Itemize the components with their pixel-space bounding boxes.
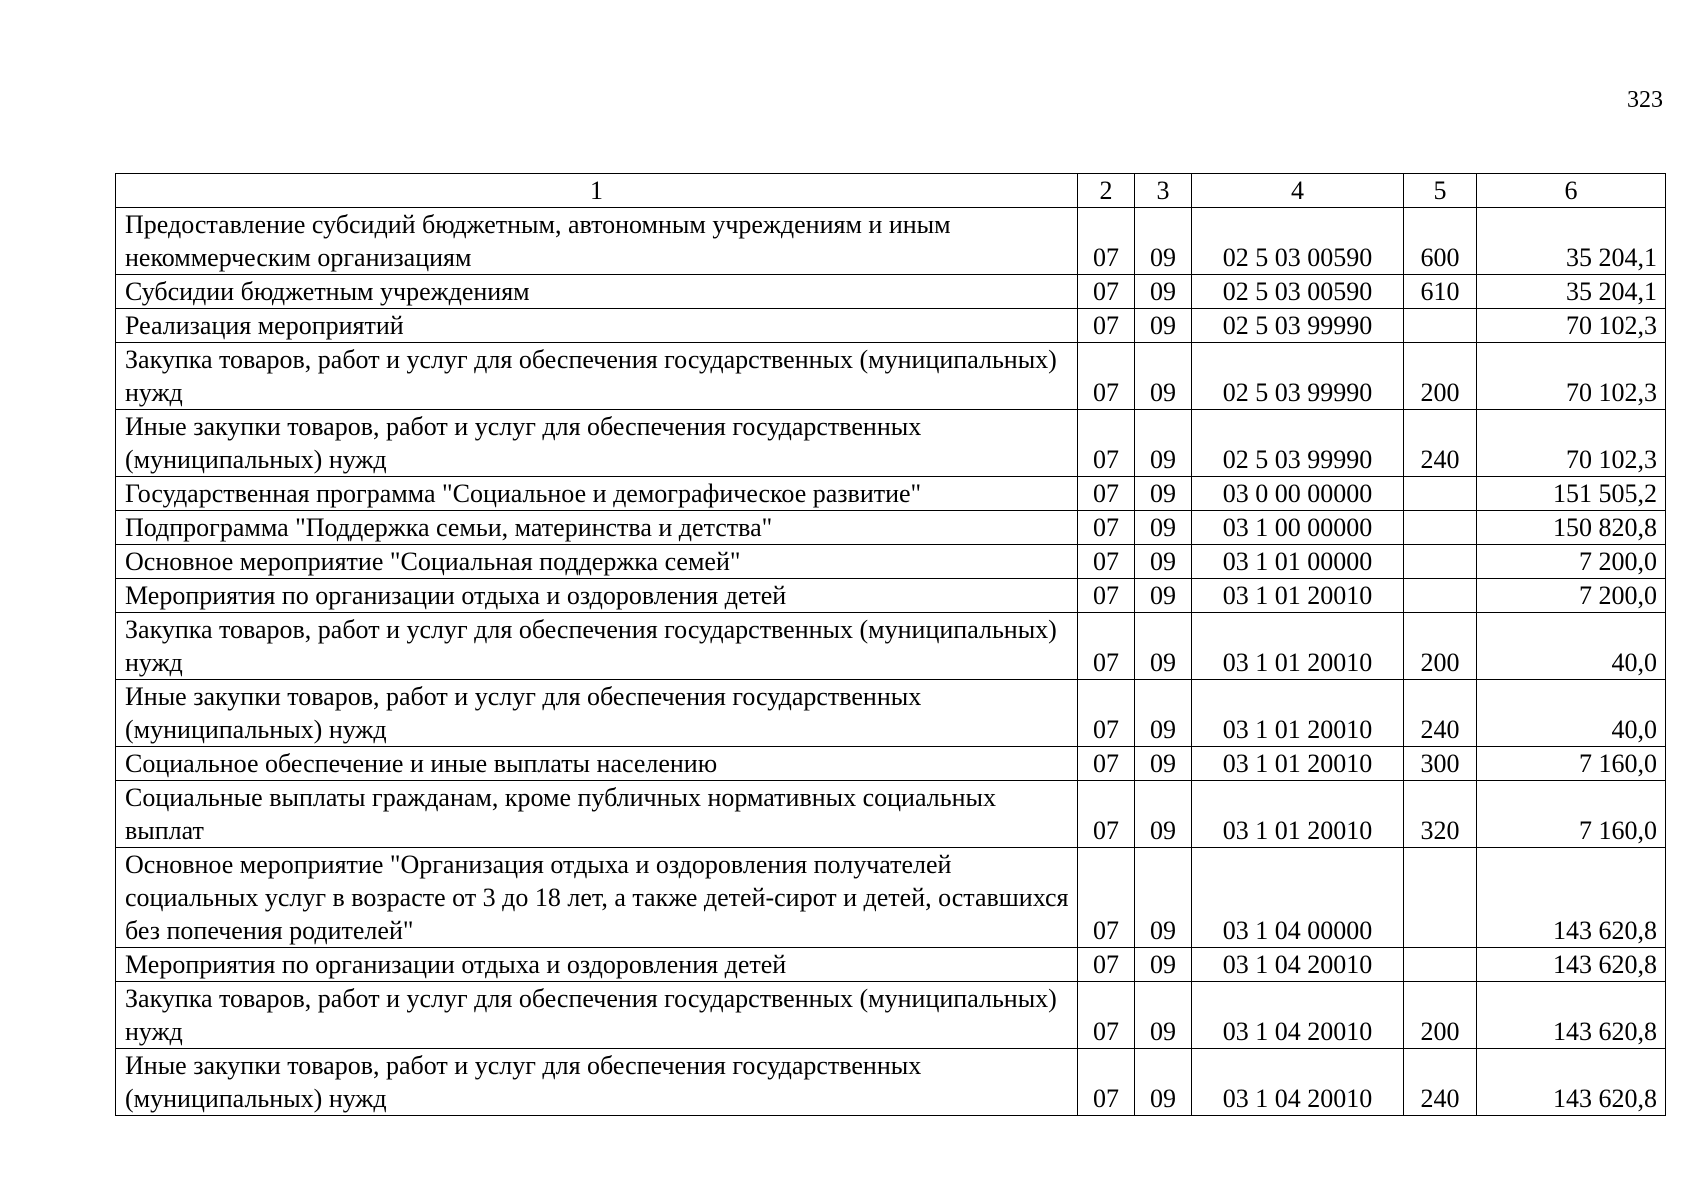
row-target-article-cell: 03 1 01 20010 xyxy=(1192,747,1404,781)
row-section-cell: 07 xyxy=(1078,545,1135,579)
row-subsection-cell: 09 xyxy=(1135,579,1192,613)
header-col-4: 4 xyxy=(1192,174,1404,208)
row-expense-type-cell: 200 xyxy=(1404,982,1477,1049)
table-row xyxy=(116,948,1666,982)
row-expense-type-cell: 200 xyxy=(1404,343,1477,410)
row-amount-cell: 143 620,8 xyxy=(1477,1049,1666,1116)
row-subsection-cell: 09 xyxy=(1135,545,1192,579)
row-target-article-cell: 03 1 00 00000 xyxy=(1192,511,1404,545)
row-name-cell: Основное мероприятие "Организация отдыха и оздоровления получателей социальных услуг в возрасте от 3 до 18 лет, а также детей-сирот и детей, оставшихся без попечения родителей" xyxy=(116,848,1078,948)
row-expense-type-cell: 610 xyxy=(1404,275,1477,309)
row-name-cell: Закупка товаров, работ и услуг для обеспечения государственных (муниципальных) нужд xyxy=(116,343,1078,410)
table-row xyxy=(116,747,1666,781)
row-section-cell: 07 xyxy=(1078,208,1135,275)
row-target-article-cell: 03 1 04 20010 xyxy=(1192,1049,1404,1116)
row-amount-cell: 70 102,3 xyxy=(1477,343,1666,410)
row-section-cell: 07 xyxy=(1078,680,1135,747)
row-expense-type-cell xyxy=(1404,309,1477,343)
table-row xyxy=(116,1049,1666,1116)
row-section-cell: 07 xyxy=(1078,613,1135,680)
row-name-cell: Мероприятия по организации отдыха и оздоровления детей xyxy=(116,948,1078,982)
header-col-6: 6 xyxy=(1477,174,1666,208)
row-expense-type-cell: 200 xyxy=(1404,613,1477,680)
table-row xyxy=(116,410,1666,477)
row-name-cell: Иные закупки товаров, работ и услуг для обеспечения государственных (муниципальных) нужд xyxy=(116,680,1078,747)
row-expense-type-cell: 600 xyxy=(1404,208,1477,275)
row-expense-type-cell: 300 xyxy=(1404,747,1477,781)
row-target-article-cell: 03 1 04 00000 xyxy=(1192,848,1404,948)
table-row xyxy=(116,613,1666,680)
row-amount-cell: 35 204,1 xyxy=(1477,275,1666,309)
header-col-3: 3 xyxy=(1135,174,1192,208)
row-target-article-cell: 02 5 03 00590 xyxy=(1192,275,1404,309)
row-target-article-cell: 02 5 03 00590 xyxy=(1192,208,1404,275)
row-name-cell: Закупка товаров, работ и услуг для обеспечения государственных (муниципальных) нужд xyxy=(116,982,1078,1049)
row-target-article-cell: 03 1 01 20010 xyxy=(1192,579,1404,613)
table-header-row xyxy=(116,174,1666,208)
table-row xyxy=(116,545,1666,579)
header-col-2: 2 xyxy=(1078,174,1135,208)
row-amount-cell: 40,0 xyxy=(1477,613,1666,680)
row-target-article-cell: 03 1 04 20010 xyxy=(1192,982,1404,1049)
row-expense-type-cell xyxy=(1404,545,1477,579)
budget-table xyxy=(115,173,1666,1116)
row-target-article-cell: 03 1 01 20010 xyxy=(1192,680,1404,747)
row-section-cell: 07 xyxy=(1078,309,1135,343)
row-expense-type-cell: 240 xyxy=(1404,410,1477,477)
row-target-article-cell: 03 1 01 20010 xyxy=(1192,781,1404,848)
row-name-cell: Социальное обеспечение и иные выплаты населению xyxy=(116,747,1078,781)
row-amount-cell: 35 204,1 xyxy=(1477,208,1666,275)
table-row xyxy=(116,477,1666,511)
row-name-cell: Основное мероприятие "Социальная поддержка семей" xyxy=(116,545,1078,579)
row-amount-cell: 7 200,0 xyxy=(1477,579,1666,613)
table-row xyxy=(116,680,1666,747)
table-row xyxy=(116,511,1666,545)
row-section-cell: 07 xyxy=(1078,511,1135,545)
row-amount-cell: 7 200,0 xyxy=(1477,545,1666,579)
row-section-cell: 07 xyxy=(1078,781,1135,848)
table-row xyxy=(116,275,1666,309)
row-section-cell: 07 xyxy=(1078,1049,1135,1116)
row-subsection-cell: 09 xyxy=(1135,848,1192,948)
table-row xyxy=(116,343,1666,410)
row-name-cell: Государственная программа "Социальное и демографическое развитие" xyxy=(116,477,1078,511)
row-subsection-cell: 09 xyxy=(1135,747,1192,781)
row-subsection-cell: 09 xyxy=(1135,477,1192,511)
table-body xyxy=(116,208,1666,1116)
row-expense-type-cell: 240 xyxy=(1404,680,1477,747)
row-target-article-cell: 03 1 04 20010 xyxy=(1192,948,1404,982)
row-expense-type-cell: 240 xyxy=(1404,1049,1477,1116)
row-subsection-cell: 09 xyxy=(1135,343,1192,410)
row-subsection-cell: 09 xyxy=(1135,410,1192,477)
row-expense-type-cell: 320 xyxy=(1404,781,1477,848)
row-amount-cell: 143 620,8 xyxy=(1477,948,1666,982)
row-name-cell: Иные закупки товаров, работ и услуг для обеспечения государственных (муниципальных) нужд xyxy=(116,410,1078,477)
row-amount-cell: 151 505,2 xyxy=(1477,477,1666,511)
row-target-article-cell: 03 1 01 20010 xyxy=(1192,613,1404,680)
row-section-cell: 07 xyxy=(1078,477,1135,511)
row-expense-type-cell xyxy=(1404,948,1477,982)
row-subsection-cell: 09 xyxy=(1135,275,1192,309)
row-name-cell: Реализация мероприятий xyxy=(116,309,1078,343)
row-subsection-cell: 09 xyxy=(1135,948,1192,982)
row-name-cell: Подпрограмма "Поддержка семьи, материнства и детства" xyxy=(116,511,1078,545)
row-amount-cell: 7 160,0 xyxy=(1477,781,1666,848)
row-name-cell: Закупка товаров, работ и услуг для обеспечения государственных (муниципальных) нужд xyxy=(116,613,1078,680)
row-amount-cell: 40,0 xyxy=(1477,680,1666,747)
row-section-cell: 07 xyxy=(1078,982,1135,1049)
header-col-5: 5 xyxy=(1404,174,1477,208)
row-amount-cell: 143 620,8 xyxy=(1477,982,1666,1049)
row-expense-type-cell xyxy=(1404,477,1477,511)
row-name-cell: Мероприятия по организации отдыха и оздоровления детей xyxy=(116,579,1078,613)
row-name-cell: Субсидии бюджетным учреждениям xyxy=(116,275,1078,309)
row-amount-cell: 70 102,3 xyxy=(1477,410,1666,477)
row-section-cell: 07 xyxy=(1078,948,1135,982)
table-row xyxy=(116,309,1666,343)
row-name-cell: Предоставление субсидий бюджетным, автономным учреждениям и иным некоммерческим организациям xyxy=(116,208,1078,275)
row-amount-cell: 70 102,3 xyxy=(1477,309,1666,343)
row-subsection-cell: 09 xyxy=(1135,982,1192,1049)
row-subsection-cell: 09 xyxy=(1135,613,1192,680)
row-section-cell: 07 xyxy=(1078,410,1135,477)
row-expense-type-cell xyxy=(1404,511,1477,545)
row-name-cell: Социальные выплаты гражданам, кроме публичных нормативных социальных выплат xyxy=(116,781,1078,848)
row-section-cell: 07 xyxy=(1078,275,1135,309)
row-amount-cell: 143 620,8 xyxy=(1477,848,1666,948)
row-expense-type-cell xyxy=(1404,848,1477,948)
header-col-1: 1 xyxy=(116,174,1078,208)
table-row xyxy=(116,579,1666,613)
table-row xyxy=(116,208,1666,275)
row-subsection-cell: 09 xyxy=(1135,680,1192,747)
row-section-cell: 07 xyxy=(1078,747,1135,781)
row-target-article-cell: 02 5 03 99990 xyxy=(1192,410,1404,477)
row-section-cell: 07 xyxy=(1078,848,1135,948)
row-target-article-cell: 02 5 03 99990 xyxy=(1192,309,1404,343)
row-amount-cell: 150 820,8 xyxy=(1477,511,1666,545)
row-section-cell: 07 xyxy=(1078,343,1135,410)
row-expense-type-cell xyxy=(1404,579,1477,613)
table-row xyxy=(116,848,1666,948)
row-name-cell: Иные закупки товаров, работ и услуг для обеспечения государственных (муниципальных) нужд xyxy=(116,1049,1078,1116)
row-subsection-cell: 09 xyxy=(1135,511,1192,545)
row-target-article-cell: 02 5 03 99990 xyxy=(1192,343,1404,410)
row-subsection-cell: 09 xyxy=(1135,781,1192,848)
row-subsection-cell: 09 xyxy=(1135,208,1192,275)
row-amount-cell: 7 160,0 xyxy=(1477,747,1666,781)
page-number: 323 xyxy=(1627,87,1663,113)
table-row xyxy=(116,781,1666,848)
row-section-cell: 07 xyxy=(1078,579,1135,613)
row-subsection-cell: 09 xyxy=(1135,309,1192,343)
table-row xyxy=(116,982,1666,1049)
row-target-article-cell: 03 1 01 00000 xyxy=(1192,545,1404,579)
row-target-article-cell: 03 0 00 00000 xyxy=(1192,477,1404,511)
row-subsection-cell: 09 xyxy=(1135,1049,1192,1116)
